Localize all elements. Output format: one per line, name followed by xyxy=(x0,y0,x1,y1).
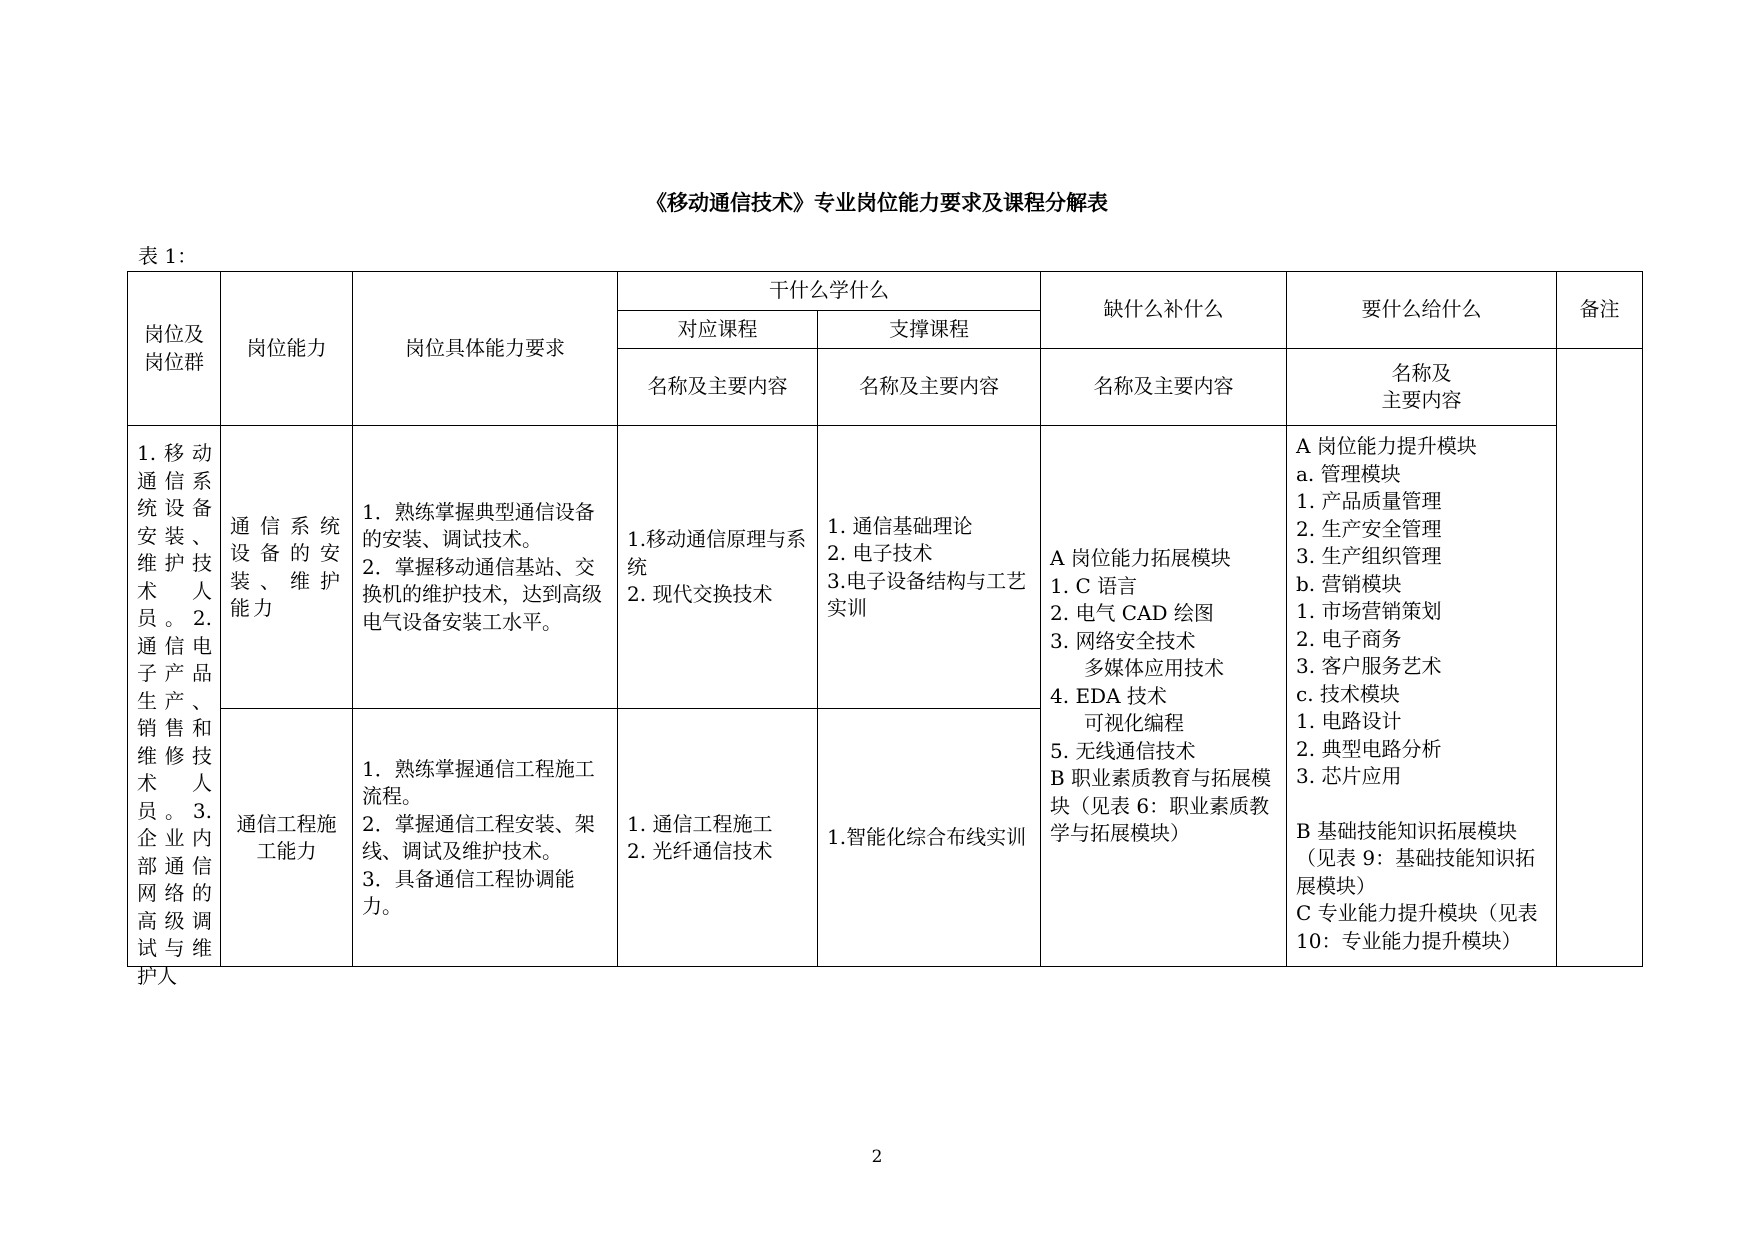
header-name-content: 名称及主要内容 xyxy=(647,374,788,399)
list-item: C 专业能力提升模块（见表 10：专业能力提升模块） xyxy=(1296,901,1538,953)
post-ability-cell: 通信工程施工能力 xyxy=(236,811,337,863)
list-item: c. 技术模块 xyxy=(1296,681,1400,706)
list-item: b. 营销模块 xyxy=(1296,571,1402,596)
header-remarks: 备注 xyxy=(1579,297,1620,322)
list-item: 3. 客户服务艺术 xyxy=(1296,654,1442,678)
list-item: 1. 市场营销策划 xyxy=(1296,599,1442,623)
list-item: 3. 芯片应用 xyxy=(1296,764,1402,788)
list-item: 3. 生产组织管理 xyxy=(1296,544,1442,568)
list-item: 可视化编程 xyxy=(1084,711,1184,736)
header-name-content: 名称及 主要内容 xyxy=(1381,360,1462,412)
post-group-cell: 1.移动通信系统设备安装、维护技术人员。2.通信电子产品生产、销售和维修技术人员。3.企业内部通信网络的高级调试与维护人 xyxy=(137,441,212,988)
header-supporting-courses: 支撑课程 xyxy=(889,316,969,341)
supporting-course-cell: 1.智能化综合布线实训 xyxy=(827,825,1027,850)
header-what-is-missing: 缺什么补什么 xyxy=(1103,297,1224,322)
list-item: 1. 产品质量管理 xyxy=(1296,489,1442,513)
requirements-cell: 1．熟练掌握通信工程施工流程。 2．掌握通信工程安装、架线、调试及维护技术。 3．具备通信工程协调能力。 xyxy=(362,756,595,918)
list-item: A 岗位能力提升模块 xyxy=(1296,434,1477,458)
needed-modules-cell xyxy=(1286,433,1557,967)
list-item: 2. 电气 CAD 绘图 xyxy=(1050,601,1214,626)
list-item: 4. EDA 技术 xyxy=(1050,683,1167,708)
header-what-is-needed: 要什么给什么 xyxy=(1361,297,1482,322)
list-item: B 职业素质教育与拓展模块（见表 6：职业素质教学与拓展模块） xyxy=(1050,766,1272,846)
list-item xyxy=(1296,791,1549,818)
list-item: 2. 典型电路分析 xyxy=(1296,736,1442,761)
list-item: 3. 网络安全技术 xyxy=(1050,628,1196,653)
table-row xyxy=(220,709,353,967)
header-name-content: 名称及主要内容 xyxy=(859,374,999,399)
list-item: B 基础技能知识拓展模块（见表 9：基础技能知识拓展模块） xyxy=(1296,818,1536,898)
page-number: 2 xyxy=(871,1147,883,1167)
header-post-group: 岗位及 岗位群 xyxy=(144,322,204,374)
supporting-course-cell: 1. 通信基础理论 2. 电子技术 3.电子设备结构与工艺实训 xyxy=(827,513,1027,620)
missing-modules-cell xyxy=(1040,426,1287,967)
list-item: 5. 无线通信技术 xyxy=(1050,738,1196,763)
header-what-to-learn: 干什么学什么 xyxy=(769,278,889,303)
header-post-ability: 岗位能力 xyxy=(246,335,327,360)
post-ability-cell: 通信系统设备的安装、维护能力 xyxy=(230,513,343,620)
header-corresponding-courses: 对应课程 xyxy=(677,316,758,341)
list-item: a. 管理模块 xyxy=(1296,461,1401,486)
document-title: 《移动通信技术》专业岗位能力要求及课程分解表 xyxy=(646,190,1108,215)
list-item: 多媒体应用技术 xyxy=(1084,656,1224,681)
corresponding-course-cell: 1.移动通信原理与系统 2. 现代交换技术 xyxy=(627,527,807,607)
list-item: 1. C 语言 xyxy=(1050,573,1138,598)
list-item: 2. 电子商务 xyxy=(1296,626,1402,651)
list-item: A 岗位能力拓展模块 xyxy=(1050,546,1231,571)
list-item: 2. 生产安全管理 xyxy=(1296,516,1442,541)
remarks-cell xyxy=(1556,348,1643,967)
list-item: 1. 电路设计 xyxy=(1296,709,1402,733)
header-specific-requirements: 岗位具体能力要求 xyxy=(405,335,565,360)
requirements-cell: 1．熟练掌握典型通信设备的安装、调试技术。 2．掌握移动通信基站、交换机的维护技术，达到高级电气设备安装工水平。 xyxy=(362,499,602,634)
header-name-content: 名称及主要内容 xyxy=(1093,374,1234,399)
table-label: 表 1： xyxy=(138,244,198,268)
corresponding-course-cell: 1. 通信工程施工 2. 光纤通信技术 xyxy=(627,811,773,863)
table-row xyxy=(220,426,353,709)
